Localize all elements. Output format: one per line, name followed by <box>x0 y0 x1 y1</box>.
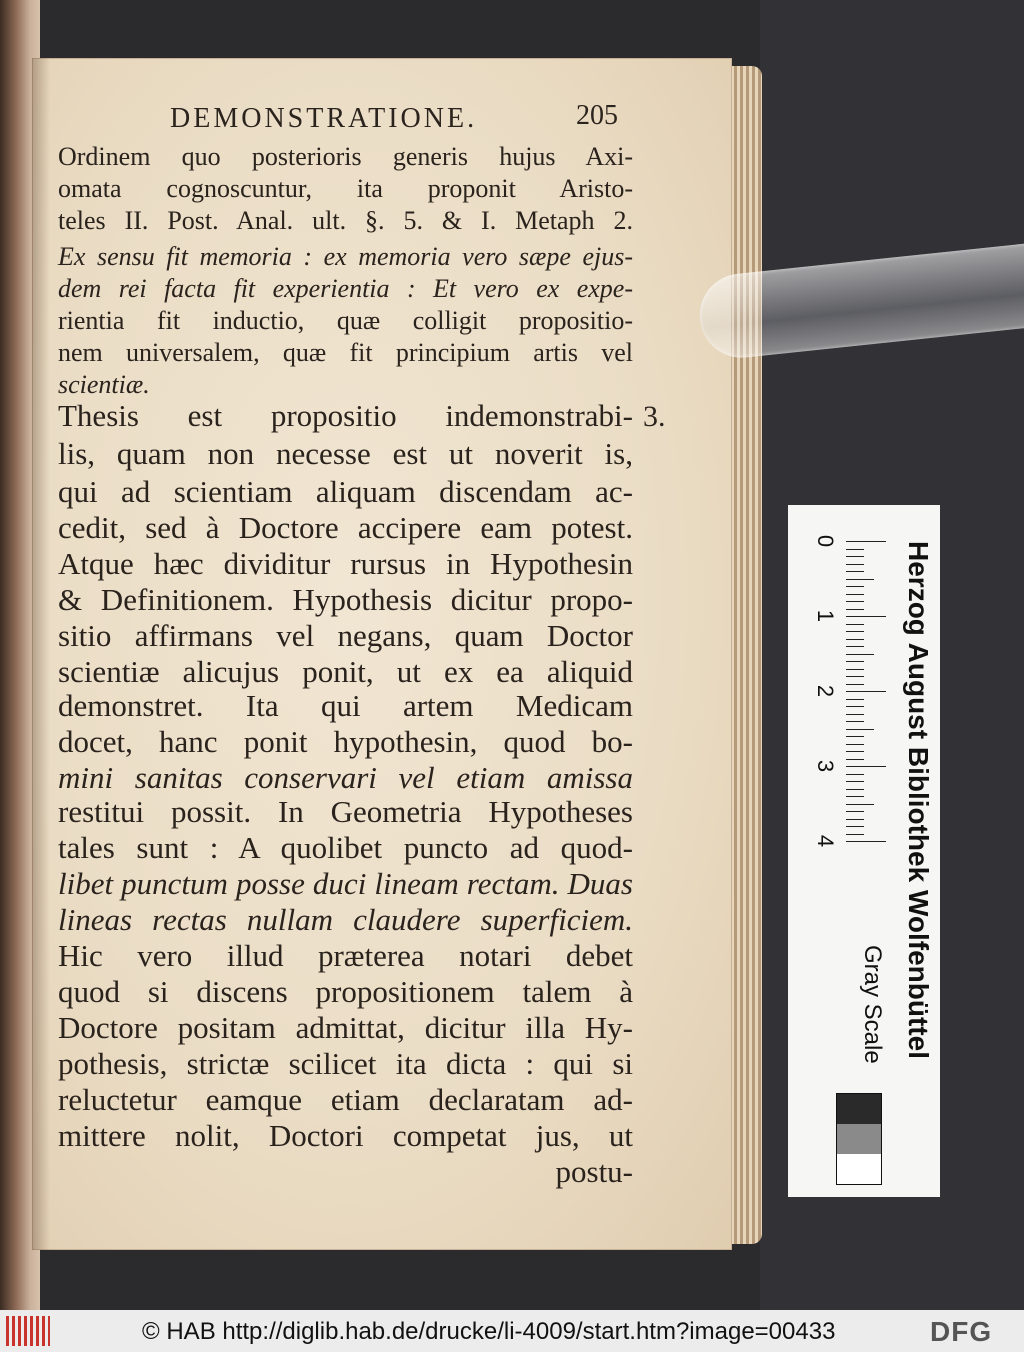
ruler-tick <box>846 729 874 730</box>
ruler-tick <box>846 586 864 587</box>
ruler <box>813 534 886 871</box>
ruler-tick <box>846 541 886 542</box>
ruler-number: 2 <box>813 684 838 698</box>
ruler-tick <box>846 766 886 767</box>
text-line: teles II. Post. Anal. ult. §. 5. & I. Metaph 2. <box>58 206 633 235</box>
ruler-tick <box>846 571 864 572</box>
ruler-tick <box>846 774 864 775</box>
ruler-tick <box>846 684 864 685</box>
ruler-tick <box>846 624 864 625</box>
footer-bar <box>0 1310 1024 1352</box>
page-number: 205 <box>576 100 618 131</box>
gray-swatch <box>837 1154 881 1184</box>
spine-shadow <box>32 58 50 1250</box>
ruler-number: 1 <box>813 609 838 623</box>
text-line: restitui possit. In Geometria Hypotheses <box>58 794 633 829</box>
text-line: qui ad scientiam aliquam discendam ac- <box>58 474 633 509</box>
ruler-tick <box>846 556 864 557</box>
ruler-tick <box>846 639 864 640</box>
ruler-tick <box>846 616 886 617</box>
text-line: pothesis, strictæ scilicet ita dicta : qui si <box>58 1046 633 1081</box>
text-line: sitio affirmans vel negans, quam Doctor <box>58 618 633 653</box>
ruler-number: 3 <box>813 759 838 773</box>
gray-swatches <box>836 1093 882 1185</box>
ruler-tick <box>846 804 874 805</box>
text-line: reluctetur eamque etiam declaratam ad- <box>58 1082 633 1117</box>
ruler-tick <box>846 646 864 647</box>
ruler-tick <box>846 796 864 797</box>
ruler-number: 4 <box>813 834 838 848</box>
ruler-tick <box>846 579 874 580</box>
text-line: lineas rectas nullam claudere superficiem. <box>58 902 633 937</box>
ruler-tick <box>846 676 864 677</box>
text-line: omata cognoscuntur, ita proponit Aristo- <box>58 174 633 203</box>
text-line: quod si discens propositionem talem à <box>58 974 633 1009</box>
ruler-tick <box>846 601 864 602</box>
text-line: scientiæ. <box>58 370 150 399</box>
text-line: Thesis est propositio indemonstrabi- <box>58 398 633 433</box>
running-head: DEMONSTRATIONE. <box>170 103 478 134</box>
ruler-tick <box>846 721 864 722</box>
ruler-tick <box>846 631 864 632</box>
ruler-tick <box>846 834 864 835</box>
ruler-tick <box>846 654 874 655</box>
library-name: Herzog August Bibliothek Wolfenbüttel <box>903 541 934 1059</box>
text-line: Hic vero illud præterea notari debet <box>58 938 633 973</box>
text-line: mini sanitas conservari vel etiam amissa <box>58 760 633 795</box>
gray-swatch <box>837 1094 881 1124</box>
text-line: Doctore positam admittat, dicitur illa Hy- <box>58 1010 633 1045</box>
text-line: cedit, sed à Doctore accipere eam potest. <box>58 510 633 545</box>
ruler-tick <box>846 706 864 707</box>
ruler-tick <box>846 661 864 662</box>
gray-scale-label: Gray Scale <box>859 945 886 1064</box>
ruler-tick <box>846 841 886 842</box>
ruler-tick <box>846 744 864 745</box>
scale-card-content <box>788 505 940 1197</box>
ruler-number: 0 <box>813 534 838 548</box>
ruler-tick <box>846 811 864 812</box>
ruler-tick <box>846 781 864 782</box>
text-line: nem universalem, quæ fit principium artis vel <box>58 338 633 367</box>
ruler-tick <box>846 751 864 752</box>
ruler-tick <box>846 759 864 760</box>
ruler-tick <box>846 699 864 700</box>
dfg-logo: DFG <box>930 1316 993 1347</box>
text-line: libet punctum posse duci lineam rectam. Duas <box>58 866 633 901</box>
ruler-tick <box>846 826 864 827</box>
ruler-tick <box>846 594 864 595</box>
text-line: & Definitionem. Hypothesis dicitur propo- <box>58 582 633 617</box>
text-line: docet, hanc ponit hypothesin, quod bo- <box>58 724 633 759</box>
ruler-tick <box>846 549 864 550</box>
text-line: Ordinem quo posterioris generis hujus Axi- <box>58 142 633 171</box>
text-line: scientiæ alicujus ponit, ut ex ea aliquid <box>58 654 633 689</box>
text-line: Atque hæc dividitur rursus in Hypothesin <box>58 546 633 581</box>
footer-copyright-link[interactable]: © HAB http://diglib.hab.de/drucke/li-4009/start.htm?image=00433 <box>142 1318 836 1345</box>
ruler-tick <box>846 714 864 715</box>
text-line: lis, quam non necesse est ut noverit is, <box>58 436 633 471</box>
ruler-tick <box>846 564 864 565</box>
gray-swatch <box>837 1124 881 1154</box>
text-line: Ex sensu fit memoria : ex memoria vero sæpe ejus- <box>58 242 633 271</box>
ruler-tick <box>846 669 864 670</box>
marginal-number: 3. <box>643 400 666 433</box>
text-line: demonstret. Ita qui artem Medicam <box>58 688 633 723</box>
text-line: tales sunt : A quolibet puncto ad quod- <box>58 830 633 865</box>
ruler-tick <box>846 609 864 610</box>
text-line: dem rei facta fit experientia : Et vero ex expe- <box>58 274 633 303</box>
text-line: mittere nolit, Doctori competat jus, ut <box>58 1118 633 1153</box>
ruler-tick <box>846 789 864 790</box>
text-line: postu- <box>555 1154 633 1189</box>
text-line: rientia fit inductio, quæ colligit propositio- <box>58 306 633 335</box>
ruler-tick <box>846 736 864 737</box>
page-edges <box>728 66 762 1244</box>
hab-logo-icon <box>6 1316 50 1346</box>
ruler-tick <box>846 691 886 692</box>
ruler-tick <box>846 819 864 820</box>
